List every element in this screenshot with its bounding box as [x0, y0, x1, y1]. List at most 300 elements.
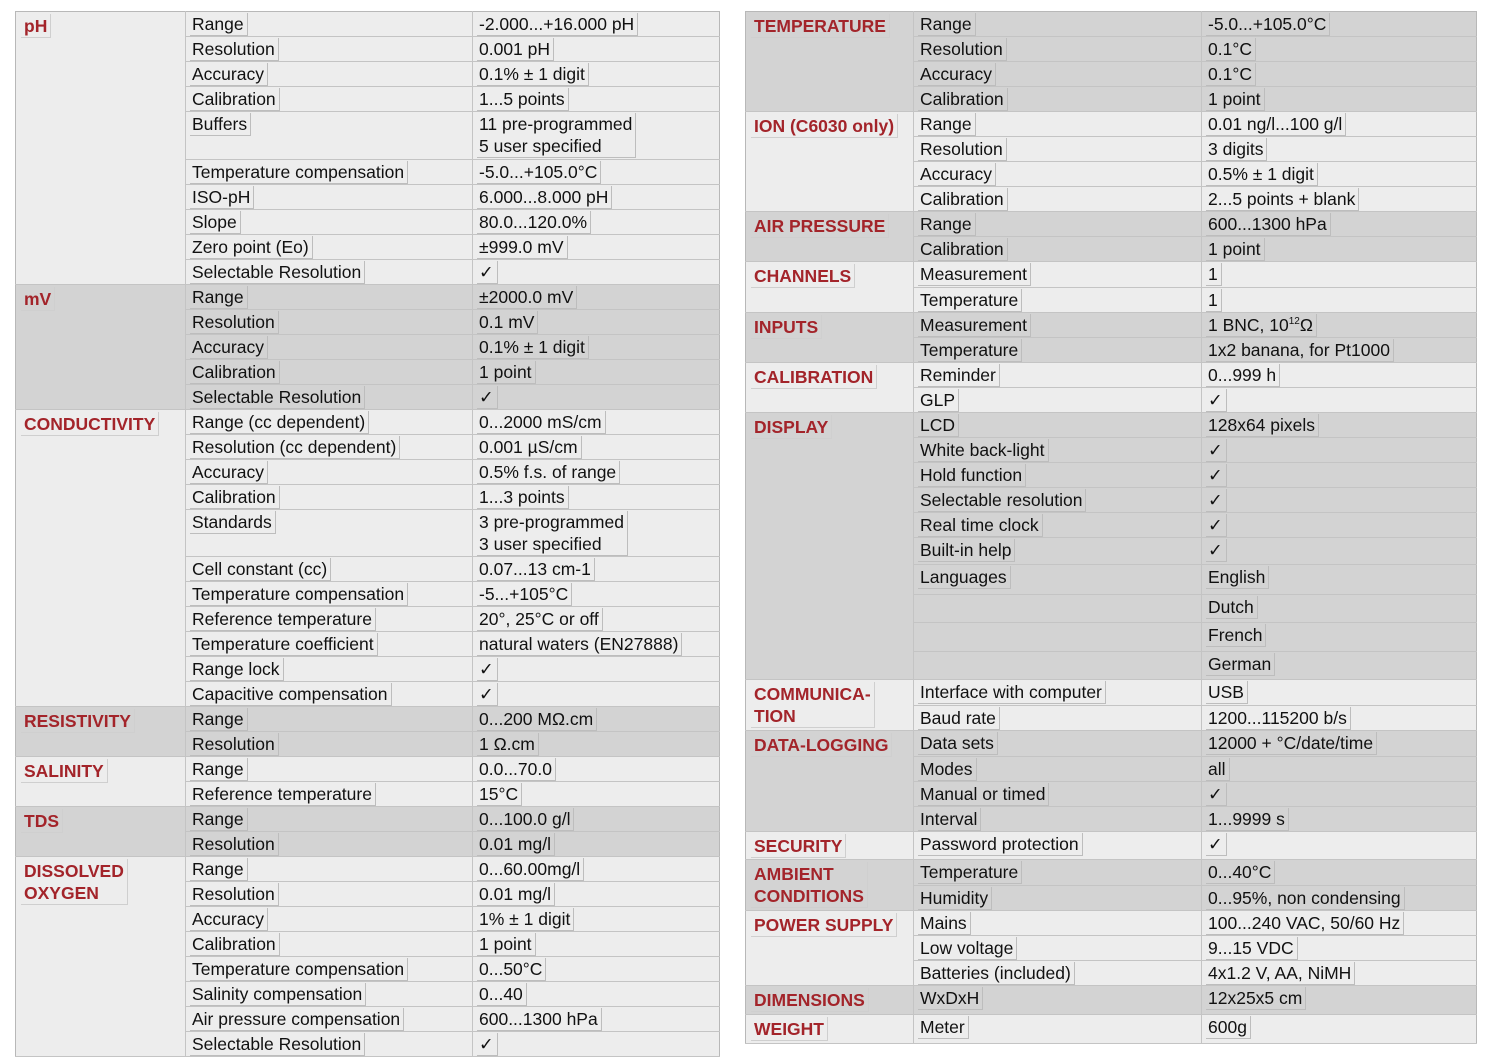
parameter-value: 1 Ω.cm [477, 733, 539, 756]
spec-row [746, 262, 1477, 288]
category-label-line: DISSOLVED [24, 861, 124, 881]
category-label-communica-tion [751, 682, 875, 728]
parameter-value: 2...5 points + blank [1206, 188, 1359, 211]
category-cell [746, 12, 914, 112]
parameter-value: 600g [1206, 1016, 1251, 1039]
parameter-value: 0...2000 mS/cm [477, 411, 606, 434]
parameter-cell [186, 285, 473, 310]
parameter-name: Password protection [918, 833, 1083, 856]
category-label-air-pressure: AIR PRESSURE [751, 214, 889, 238]
value-cell [473, 557, 720, 582]
value-cell [473, 982, 720, 1007]
spec-row [16, 410, 720, 435]
parameter-value: 0...999 h [1206, 364, 1280, 387]
parameter-value: 3 digits [1206, 138, 1267, 161]
parameter-name: Zero point (Eo) [190, 236, 313, 259]
parameter-cell [186, 682, 473, 707]
parameter-cell [186, 857, 473, 882]
category-label-weight: WEIGHT [751, 1017, 828, 1041]
parameter-cell [186, 707, 473, 732]
parameter-cell [186, 732, 473, 757]
parameter-cell [186, 12, 473, 37]
checkmark-icon: ✓ [1206, 783, 1227, 806]
category-label-conductivity: CONDUCTIVITY [21, 412, 159, 436]
category-cell [16, 410, 186, 707]
parameter-value: 6.000...8.000 pH [477, 186, 612, 209]
parameter-value: -2.000...+16.000 pH [477, 13, 638, 36]
value-cell [473, 1007, 720, 1032]
value-cell [1202, 652, 1477, 680]
value-cell [473, 62, 720, 87]
category-label-power-supply: POWER SUPPLY [751, 913, 897, 937]
checkmark-icon: ✓ [1206, 439, 1227, 462]
parameter-value: 12x25x5 cm [1206, 987, 1306, 1010]
parameter-value: 0...200 MΩ.cm [477, 708, 597, 731]
parameter-name: Cell constant (cc) [190, 558, 331, 581]
parameter-name: Calibration [190, 486, 280, 509]
value-cell [1202, 87, 1477, 112]
value-cell [473, 957, 720, 982]
category-label-inputs: INPUTS [751, 315, 822, 339]
value-exponent: 12 [1288, 316, 1300, 327]
category-cell [16, 285, 186, 410]
value-cell [1202, 595, 1477, 623]
parameter-name: Resolution [918, 138, 1007, 161]
value-cell [473, 707, 720, 732]
parameter-name: GLP [918, 389, 959, 412]
parameter-cell [914, 961, 1202, 986]
value-cell [473, 932, 720, 957]
parameter-cell [914, 463, 1202, 488]
parameter-value: 0.001 µS/cm [477, 436, 582, 459]
parameter-cell [186, 360, 473, 385]
parameter-value: 600...1300 hPa [477, 1008, 602, 1031]
parameter-value: 0.01 mg/l [477, 883, 555, 906]
parameter-name: Accuracy [918, 163, 996, 186]
value-cell [473, 285, 720, 310]
parameter-value: -5.0...+105.0°C [477, 161, 601, 184]
parameter-name: Humidity [918, 887, 992, 910]
category-label-calibration: CALIBRATION [751, 365, 877, 389]
parameter-cell [186, 807, 473, 832]
category-label-security: SECURITY [751, 834, 846, 858]
checkmark-icon: ✓ [1206, 833, 1227, 856]
parameter-value: 0...95%, non condensing [1206, 887, 1405, 910]
parameter-value: 1200...115200 b/s [1206, 707, 1351, 730]
parameter-name: Baud rate [918, 707, 1000, 730]
parameter-name: Temperature compensation [190, 583, 408, 606]
value-cell [1202, 936, 1477, 961]
parameter-cell [914, 595, 1202, 623]
category-label-dimensions: DIMENSIONS [751, 988, 869, 1012]
parameter-cell [914, 911, 1202, 936]
checkmark-icon: ✓ [1206, 489, 1227, 512]
parameter-name: Slope [190, 211, 241, 234]
value-cell [473, 310, 720, 335]
category-cell [16, 757, 186, 807]
value-cell [473, 485, 720, 510]
parameter-value: 0.01 ng/l...100 g/l [1206, 113, 1346, 136]
parameter-value: USB [1206, 681, 1248, 704]
parameter-cell [186, 657, 473, 682]
parameter-name: Resolution [918, 38, 1007, 61]
parameter-value: 0.5% f.s. of range [477, 461, 620, 484]
value-cell [1202, 313, 1477, 338]
value-cell [1202, 538, 1477, 565]
parameter-cell [914, 262, 1202, 288]
parameter-name: Hold function [918, 464, 1026, 487]
parameter-name: Temperature compensation [190, 161, 408, 184]
parameter-name: Accuracy [190, 908, 268, 931]
parameter-cell [914, 388, 1202, 413]
parameter-name: Mains [918, 912, 971, 935]
value-cell [473, 435, 720, 460]
parameter-cell [186, 112, 473, 160]
parameter-name: Temperature compensation [190, 958, 408, 981]
value-cell [473, 657, 720, 682]
value-cell [473, 210, 720, 235]
parameter-value: 0.1% ± 1 digit [477, 63, 589, 86]
value-cell [1202, 288, 1477, 313]
category-label-line: CONDITIONS [754, 886, 864, 906]
parameter-name: White back-light [918, 439, 1049, 462]
parameter-name: Measurement [918, 263, 1031, 286]
parameter-cell [914, 807, 1202, 832]
parameter-value: English [1206, 566, 1269, 589]
parameter-name: ISO-pH [190, 186, 254, 209]
parameter-name: Calibration [190, 361, 280, 384]
parameter-value: 12000 + °C/date/time [1206, 732, 1377, 755]
parameter-cell [186, 607, 473, 632]
parameter-cell [914, 731, 1202, 757]
parameter-cell [186, 557, 473, 582]
parameter-name: Measurement [918, 314, 1031, 337]
value-cell [1202, 212, 1477, 237]
value-cell [473, 857, 720, 882]
parameter-value: 0.0...70.0 [477, 758, 556, 781]
value-cell [473, 112, 720, 160]
parameter-cell [186, 335, 473, 360]
parameter-name: Real time clock [918, 514, 1043, 537]
parameter-name: Selectable Resolution [190, 1033, 365, 1056]
value-line: 3 pre-programmed [479, 512, 624, 532]
spec-row [16, 757, 720, 782]
spec-row [16, 285, 720, 310]
category-cell [746, 680, 914, 731]
checkmark-icon: ✓ [477, 683, 498, 706]
parameter-name: Capacitive compensation [190, 683, 392, 706]
value-cell [473, 682, 720, 707]
value-cell [1202, 886, 1477, 911]
parameter-name: Data sets [918, 732, 998, 755]
spec-row [746, 832, 1477, 860]
category-cell [746, 313, 914, 363]
value-cell [1202, 363, 1477, 388]
parameter-cell [186, 37, 473, 62]
parameter-value: 0.5% ± 1 digit [1206, 163, 1318, 186]
parameter-value: 600...1300 hPa [1206, 213, 1331, 236]
parameter-name: Built-in help [918, 539, 1015, 562]
spec-row [746, 112, 1477, 137]
spec-row [746, 12, 1477, 37]
parameter-cell [186, 210, 473, 235]
category-cell [16, 707, 186, 757]
parameter-cell [186, 485, 473, 510]
parameter-cell [186, 932, 473, 957]
parameter-name: Resolution [190, 733, 279, 756]
parameter-name: Selectable Resolution [190, 261, 365, 284]
parameter-value: 0...60.00mg/l [477, 858, 584, 881]
parameter-value: 1 [1206, 289, 1222, 312]
value-cell [473, 185, 720, 210]
parameter-name: Temperature [918, 289, 1022, 312]
parameter-cell [914, 62, 1202, 87]
parameter-cell [186, 757, 473, 782]
spec-row [746, 860, 1477, 886]
parameter-name: WxDxH [918, 987, 983, 1010]
parameter-cell [186, 385, 473, 410]
parameter-cell [914, 936, 1202, 961]
parameter-name: Manual or timed [918, 783, 1049, 806]
category-cell [746, 986, 914, 1015]
parameter-cell [186, 435, 473, 460]
parameter-name: Interval [918, 808, 981, 831]
checkmark-icon: ✓ [477, 658, 498, 681]
parameter-cell [914, 886, 1202, 911]
parameter-cell [186, 582, 473, 607]
category-label-line: AMBIENT [754, 864, 834, 884]
parameter-name: Salinity compensation [190, 983, 366, 1006]
parameter-cell [914, 87, 1202, 112]
value-cell [1202, 388, 1477, 413]
category-label-dissolved-oxygen [21, 859, 128, 905]
parameter-name: Calibration [918, 188, 1008, 211]
value-cell [473, 732, 720, 757]
parameter-value [477, 511, 628, 556]
parameter-name: Meter [918, 1016, 969, 1039]
parameter-value: -5.0...+105.0°C [1206, 13, 1330, 36]
parameter-value [1206, 314, 1317, 337]
value-cell [473, 782, 720, 807]
parameter-cell [186, 1007, 473, 1032]
category-cell [746, 731, 914, 832]
parameter-cell [914, 782, 1202, 807]
parameter-name: Calibration [918, 238, 1008, 261]
parameter-value: natural waters (EN27888) [477, 633, 682, 656]
parameter-value: 0.1% ± 1 digit [477, 336, 589, 359]
parameter-value: 1...3 points [477, 486, 569, 509]
parameter-value: 0.07...13 cm-1 [477, 558, 595, 581]
parameter-cell [186, 185, 473, 210]
parameter-name: Range [190, 286, 248, 309]
value-cell [473, 410, 720, 435]
parameter-name: Accuracy [190, 336, 268, 359]
parameter-name: Range [190, 13, 248, 36]
parameter-name: Standards [190, 511, 276, 534]
parameter-cell [186, 782, 473, 807]
parameter-name: Resolution (cc dependent) [190, 436, 400, 459]
parameter-value: 0.1°C [1206, 38, 1256, 61]
parameter-value: 1 point [477, 933, 536, 956]
value-cell [473, 360, 720, 385]
parameter-name: Resolution [190, 38, 279, 61]
parameter-name: Calibration [190, 88, 280, 111]
parameter-name: Range [190, 758, 248, 781]
value-cell [473, 12, 720, 37]
parameter-cell [186, 235, 473, 260]
parameter-value: 100...240 VAC, 50/60 Hz [1206, 912, 1404, 935]
category-cell [16, 857, 186, 1057]
value-cell [1202, 513, 1477, 538]
parameter-cell [186, 160, 473, 185]
value-cell [473, 37, 720, 62]
spec-row [746, 911, 1477, 936]
parameter-name: Resolution [190, 883, 279, 906]
parameter-value: ±2000.0 mV [477, 286, 577, 309]
category-cell [746, 1015, 914, 1044]
value-cell [1202, 961, 1477, 986]
parameter-cell [914, 680, 1202, 706]
parameter-cell [914, 212, 1202, 237]
spec-row [16, 12, 720, 37]
value-cell [473, 907, 720, 932]
parameter-value: 1 [1206, 263, 1222, 286]
parameter-value: 4x1.2 V, AA, NiMH [1206, 962, 1355, 985]
value-cell [1202, 262, 1477, 288]
parameter-value: 0...100.0 g/l [477, 808, 574, 831]
parameter-cell [186, 260, 473, 285]
parameter-value: 0.1°C [1206, 63, 1256, 86]
parameter-name: Batteries (included) [918, 962, 1075, 985]
parameter-value: 0.1 mV [477, 311, 538, 334]
parameter-name: Air pressure compensation [190, 1008, 404, 1031]
value-cell [1202, 706, 1477, 731]
value-cell [1202, 112, 1477, 137]
category-cell [746, 911, 914, 986]
value-cell [1202, 62, 1477, 87]
category-label-line: COMMUNICA- [754, 684, 871, 704]
parameter-value: 15°C [477, 783, 522, 806]
parameter-cell [914, 860, 1202, 886]
parameter-name: Calibration [918, 88, 1008, 111]
value-cell [473, 385, 720, 410]
parameter-name: Range (cc dependent) [190, 411, 369, 434]
value-cell [473, 260, 720, 285]
value-cell [1202, 832, 1477, 860]
checkmark-icon: ✓ [477, 1033, 498, 1056]
value-cell [1202, 488, 1477, 513]
value-cell [473, 582, 720, 607]
category-cell [746, 212, 914, 262]
checkmark-icon: ✓ [1206, 464, 1227, 487]
spec-table-right [745, 11, 1477, 1044]
value-cell [1202, 338, 1477, 363]
category-label-line: OXYGEN [24, 883, 99, 903]
parameter-cell [914, 438, 1202, 463]
parameter-value: 1 point [1206, 88, 1265, 111]
spec-row [746, 212, 1477, 237]
parameter-value: 0...50°C [477, 958, 546, 981]
category-cell [746, 860, 914, 911]
parameter-cell [186, 460, 473, 485]
value-cell [473, 832, 720, 857]
parameter-name: Resolution [190, 311, 279, 334]
parameter-value: 20°, 25°C or off [477, 608, 603, 631]
parameter-cell [914, 137, 1202, 162]
parameter-cell [914, 162, 1202, 187]
checkmark-icon: ✓ [1206, 389, 1227, 412]
parameter-cell [914, 757, 1202, 782]
value-cell [1202, 463, 1477, 488]
value-unit: Ω [1299, 315, 1313, 335]
category-label-ph: pH [21, 14, 51, 38]
parameter-cell [914, 187, 1202, 212]
parameter-name: Calibration [190, 933, 280, 956]
category-cell [746, 363, 914, 413]
parameter-cell [186, 982, 473, 1007]
checkmark-icon: ✓ [477, 261, 498, 284]
value-cell [473, 882, 720, 907]
category-cell [16, 807, 186, 857]
value-cell [1202, 986, 1477, 1015]
category-label-display: DISPLAY [751, 415, 832, 439]
value-cell [1202, 413, 1477, 438]
parameter-value: 1% ± 1 digit [477, 908, 574, 931]
parameter-name: Modes [918, 758, 977, 781]
category-cell [746, 832, 914, 860]
value-cell [473, 510, 720, 557]
parameter-name: Low voltage [918, 937, 1017, 960]
parameter-cell [914, 37, 1202, 62]
value-cell [1202, 137, 1477, 162]
parameter-cell [914, 488, 1202, 513]
parameter-value: French [1206, 624, 1266, 647]
value-cell [1202, 911, 1477, 936]
spec-row [746, 1015, 1477, 1044]
parameter-cell [914, 363, 1202, 388]
parameter-value: 1...5 points [477, 88, 569, 111]
parameter-name: Range [918, 13, 976, 36]
category-cell [16, 12, 186, 285]
category-cell [746, 112, 914, 212]
parameter-value: all [1206, 758, 1230, 781]
parameter-name: Temperature [918, 339, 1022, 362]
parameter-cell [914, 112, 1202, 137]
spec-table-left [15, 11, 720, 1057]
parameter-value: 0.001 pH [477, 38, 554, 61]
parameter-name: Accuracy [190, 63, 268, 86]
value-line: 11 pre-programmed [479, 114, 633, 134]
parameter-value: German [1206, 653, 1275, 676]
category-label-tds: TDS [21, 809, 63, 833]
parameter-name: Reference temperature [190, 608, 376, 631]
value-text: 1 BNC, 10 [1208, 315, 1289, 335]
spec-row [746, 363, 1477, 388]
value-cell [473, 1032, 720, 1057]
category-label-ambient-conditions [751, 862, 868, 908]
parameter-cell [914, 986, 1202, 1015]
category-label-resistivity: RESISTIVITY [21, 709, 135, 733]
parameter-value: 1 point [1206, 238, 1265, 261]
parameter-cell [914, 237, 1202, 262]
spec-row [746, 986, 1477, 1015]
parameter-cell [186, 957, 473, 982]
parameter-cell [186, 410, 473, 435]
value-cell [1202, 1015, 1477, 1044]
checkmark-icon: ✓ [477, 386, 498, 409]
parameter-cell [914, 1015, 1202, 1044]
parameter-cell [186, 907, 473, 932]
